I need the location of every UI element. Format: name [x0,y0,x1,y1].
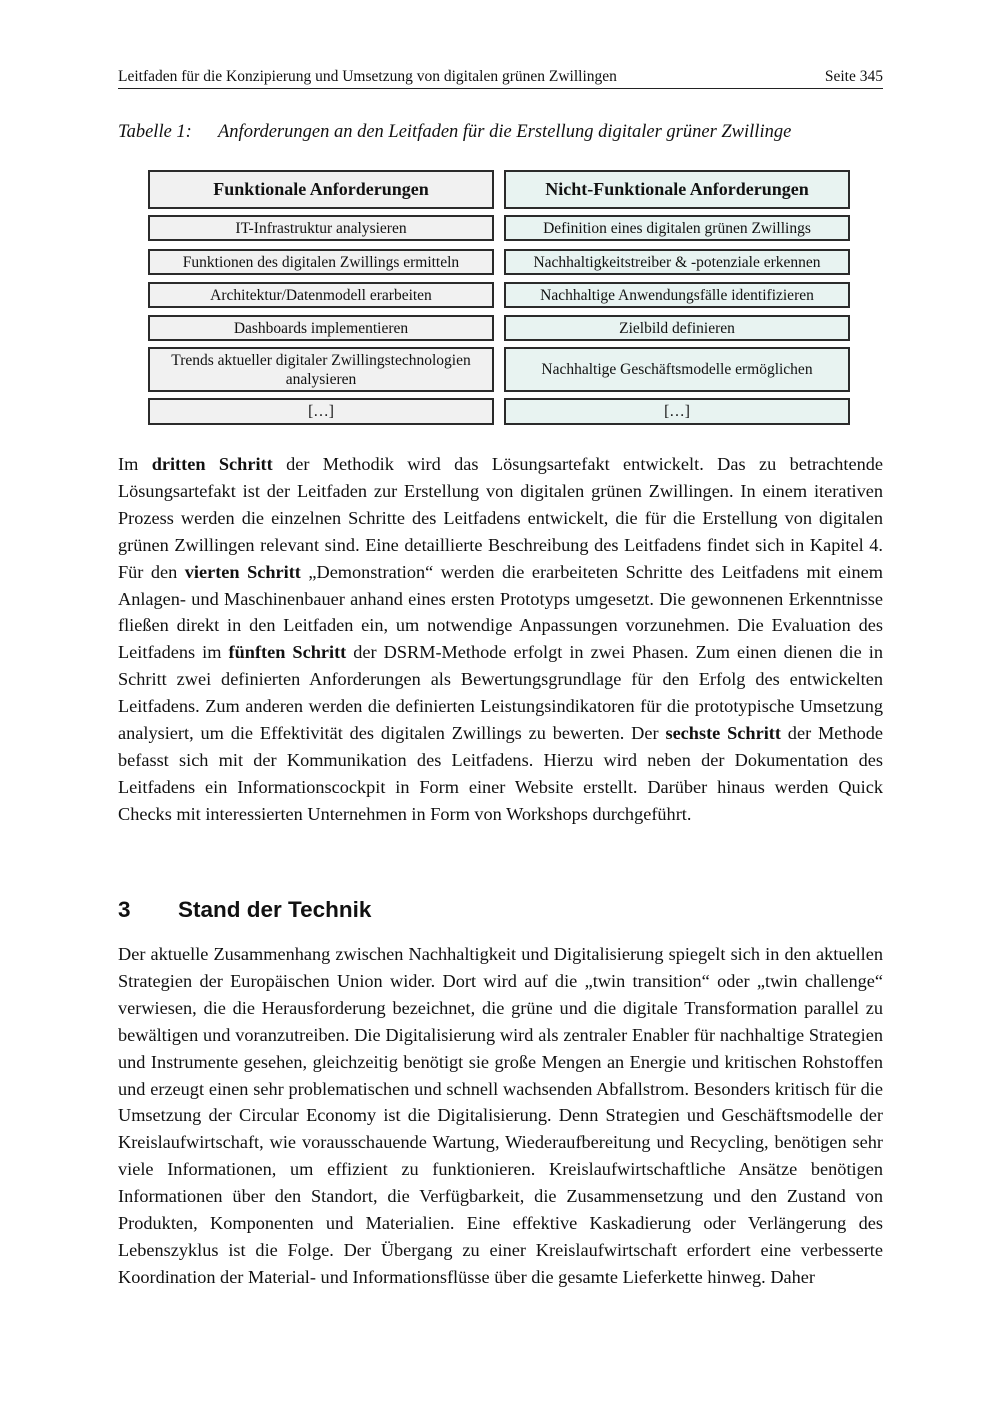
table-caption-label: Tabelle 1: [118,122,192,142]
non-functional-requirement-item: Zielbild definieren [504,315,850,341]
running-header [118,66,883,89]
non-functional-requirements-header: Nicht-Funktionale Anforderungen [504,170,850,209]
functional-requirement-item: Funktionen des digitalen Zwillings ermitteln [148,249,494,275]
page-number: Seite 345 [824,68,883,85]
bold-term: fünften Schritt [228,642,347,663]
non-functional-requirement-item: Nachhaltigkeitstreiber & -potenziale erkennen [504,249,850,275]
functional-requirements-header: Funktionale Anforderungen [148,170,494,209]
functional-requirement-item: Dashboards implementieren [148,315,494,341]
section-heading [118,897,371,923]
bold-term: sechste Schritt [665,723,781,744]
body-paragraph-state-of-the-art: Der aktuelle Zusammenhang zwischen Nachhaltigkeit und Digitalisierung spiegelt sich in den aktuellen Strategien der Europäischen Union wider. Dort wird auf die „twin transition“ oder „twin challenge“ verwiesen, die die Herausforderung bezeichnet, die grüne und die digitale Transformation parallel zu bewältigen und voranzutreiben. Die Digitalisierung wird als zentraler Enabler für nachhaltige Strategien und Instrumente gesehen, gleichzeitig benötigt sie große Mengen an Energie und kritischen Rohstoffen und erzeugt einen sehr problematischen und schnell wachsenden Abfallstrom. Besonders kritisch für die Umsetzung der Circular Economy ist die Digitalisierung. Denn Strategien und Geschäftsmodelle der Kreislaufwirtschaft, wie vorausschauende Wartung, Wiederaufbereitung und Recycling, benötigen sehr viele Informationen, um effizient zu funktionieren. Kreislaufwirtschaftliche Ansätze benötigen Informationen über den Standort, die Verfügbarkeit, die Zusammensetzung und den Zustand von Produkten, Komponenten und Materialien. Eine effektive Kaskadierung oder Verlängerung des Lebenszyklus ist die Folge. Der Übergang zu einer Kreislaufwirtschaft erfordert eine verbesserte Koordination der Material- und Informationsflüsse über die gesamte Lieferkette hinweg. Daher [118,944,883,1287]
non-functional-requirement-item: […] [504,398,850,425]
non-functional-requirement-item: Nachhaltige Anwendungsfälle identifizieren [504,282,850,308]
functional-requirement-item: […] [148,398,494,425]
non-functional-requirement-item: Nachhaltige Geschäftsmodelle ermöglichen [504,347,850,392]
text-run: „Demonstration“ werden die erarbeiteten Schritte des Leitfadens mit einem Anlagen- und Maschinenbauer anhand eines ersten Prototyps umgesetzt. Die gewonnenen Erkenntnisse fließen direkt in den Leitfaden ein, um notwendige Anpassungen vorzunehmen. Die Evaluation des Leitfadens im [118,561,883,663]
text-run: der Methode befasst sich mit der Kommunikation des Leitfadens. Hierzu wird neben der Dokumentation des Leitfadens ein Informationscockpit in Form einer Website erstellt. Darüber hinaus werden Quick Checks mit interessierten Unternehmen in Form von Workshops durchgeführt. [118,723,883,824]
text-run: der Methodik wird das Lösungsartefakt entwickelt. Das zu betrachtende Lösungsartefakt ist der Leitfaden zur Erstellung von digitalen grünen Zwillingen. In einem iterativen Prozess werden die einzelnen Schritte des Leitfadens entwickelt, die für die Erstellung von digitalen grünen Zwillingen relevant sind. Eine detaillierte Beschreibung des Leitfadens findet sich in Kapitel 4. Für den [118,454,883,582]
non-functional-requirement-item: Definition eines digitalen grünen Zwillings [504,215,850,241]
running-header-title: Leitfaden für die Konzipierung und Umsetzung von digitalen grünen Zwillingen [118,68,617,85]
body-paragraph-methodology [118,451,883,828]
bold-term: dritten Schritt [151,454,273,474]
text-run: der DSRM-Methode erfolgt in zwei Phasen. Zum einen dienen die in Schritt zwei definierten Anforderungen als Bewertungsgrundlage für den Erfolg des entwickelten Leitfadens. Zum anderen werden die definierten Leistungsindikatoren für die prototypische Umsetzung analysiert, um die Effektivität des digitalen Zwillings zu bewerten. Der [118,642,883,744]
section-title: Stand der Technik [178,897,372,922]
functional-requirement-item: Architektur/Datenmodell erarbeiten [148,282,494,308]
functional-requirement-item: Trends aktueller digitaler Zwillingstechnologien analysieren [148,347,494,392]
bold-term: vierten Schritt [184,561,301,582]
functional-requirement-item: IT-Infrastruktur analysieren [148,215,494,241]
section-number: 3 [118,897,131,922]
table-caption [118,122,791,143]
table-caption-text: Anforderungen an den Leitfaden für die Erstellung digitaler grüner Zwillinge [218,122,792,142]
text-run: Im [118,454,152,474]
